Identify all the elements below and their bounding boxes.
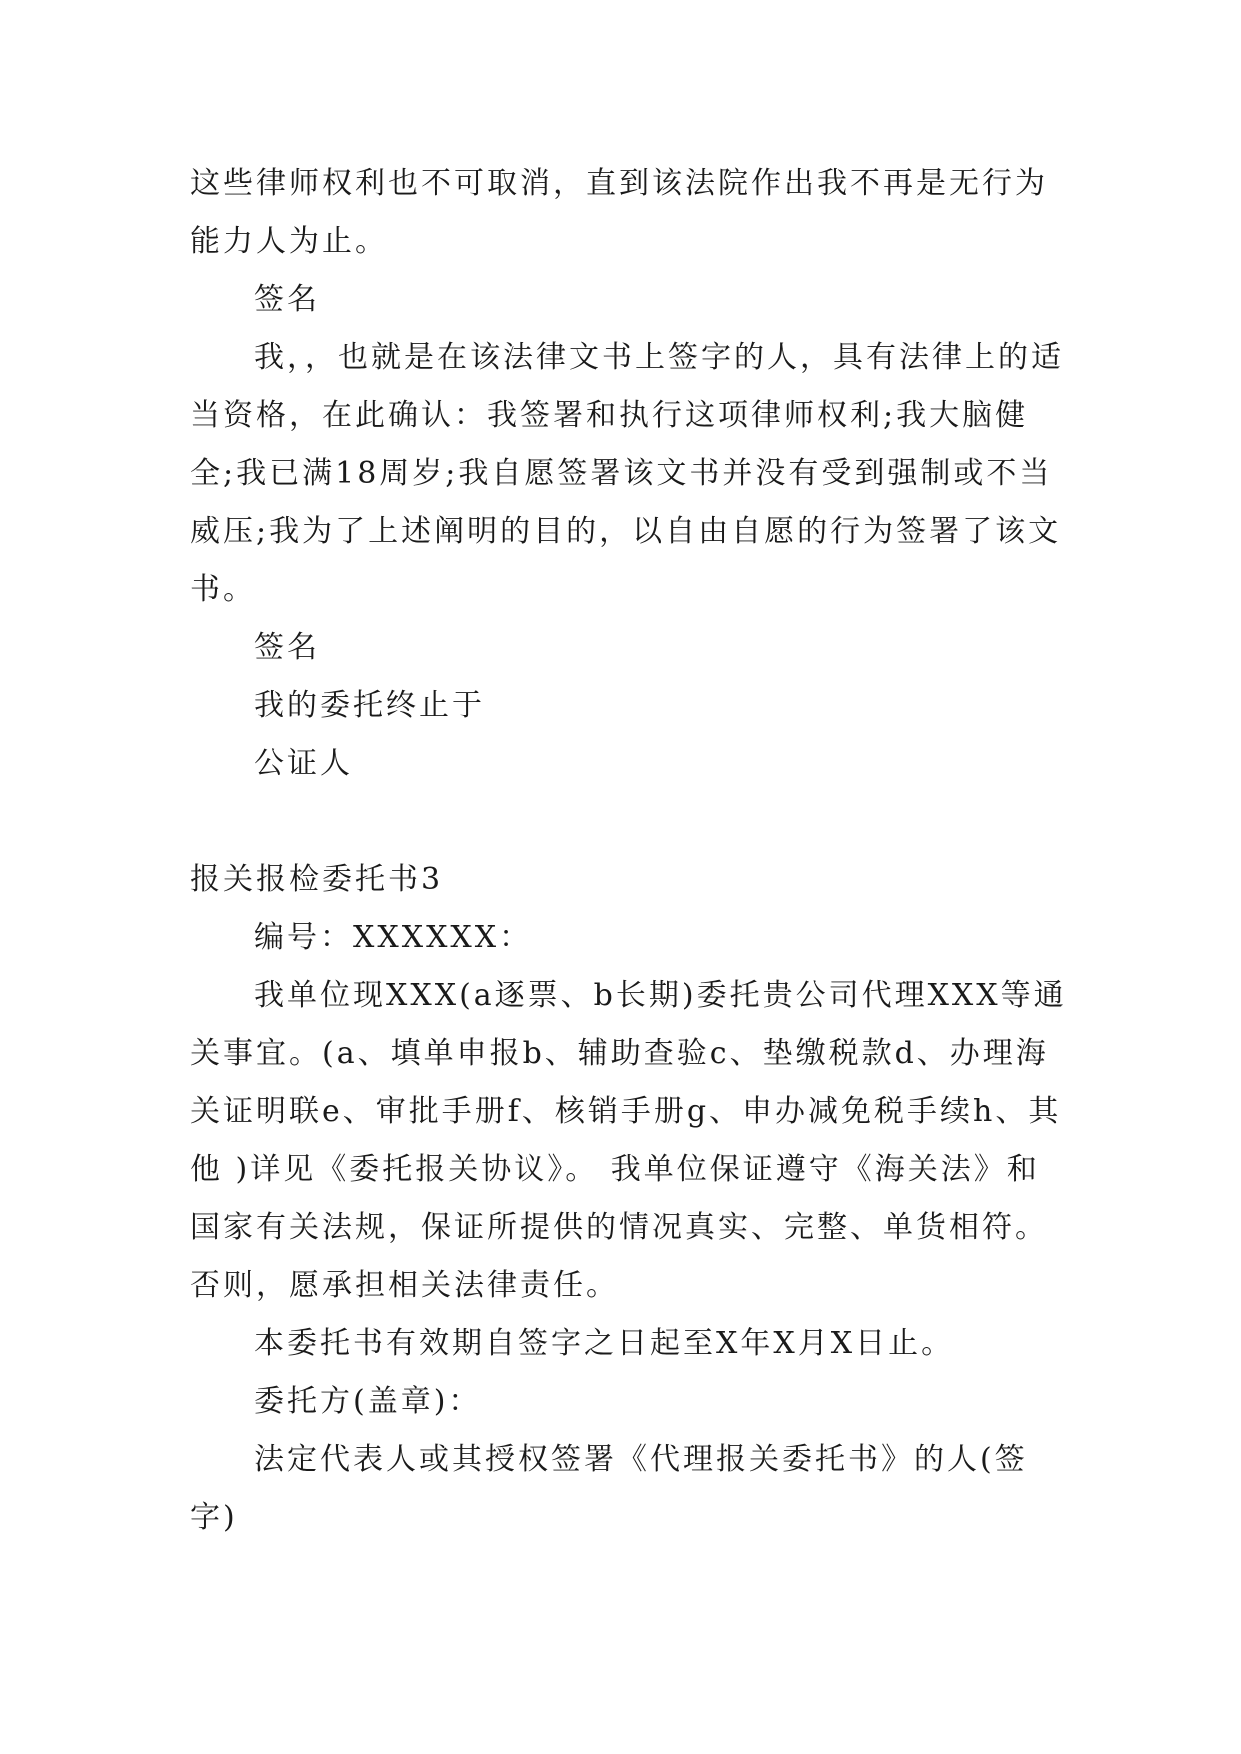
termination-line: 我的委托终止于 <box>254 688 485 723</box>
validity-line: 本委托书有效期自签字之日起至X年X月X日止。 <box>254 1326 955 1361</box>
paragraph-lawyer-rights: 这些律师权利也不可取消，直到该法院作出我不再是无行为能力人为止。 <box>190 166 1048 259</box>
signature-label-2: 签名 <box>254 630 320 665</box>
document-body <box>190 155 1070 1547</box>
section-gap <box>190 793 1070 851</box>
document-number: 编号：XXXXXX： <box>254 920 533 955</box>
paragraph-confirmation: 我，，也就是在该法律文书上签字的人，具有法律上的适当资格，在此确认：我签署和执行这项律师权利;我大脑健全;我已满18周岁;我自愿签署该文书并没有受到强制或不当威压;我为了上述阐明的目的，以自由自愿的行为签署了该文书。 <box>190 340 1064 607</box>
notary-line: 公证人 <box>254 746 353 781</box>
representative-signature-line: 法定代表人或其授权签署《代理报关委托书》的人(签字) <box>190 1442 1028 1535</box>
section-title: 报关报检委托书3 <box>190 862 444 897</box>
principal-seal-line: 委托方(盖章)： <box>254 1384 482 1419</box>
paragraph-entrustment: 我单位现XXX(a逐票、b长期)委托贵公司代理XXX等通关事宜。(a、填单申报b、辅助查验c、垫缴税款d、办理海关证明联e、审批手册f、核销手册g、申办减免税手续h、其他 )详见《委托报关协议》。 我单位保证遵守《海关法》和国家有关法规，保证所提供的情况真实、完整、单货相符。否则，愿承担相关法律责任。 <box>190 978 1067 1303</box>
signature-label-1: 签名 <box>254 282 320 317</box>
